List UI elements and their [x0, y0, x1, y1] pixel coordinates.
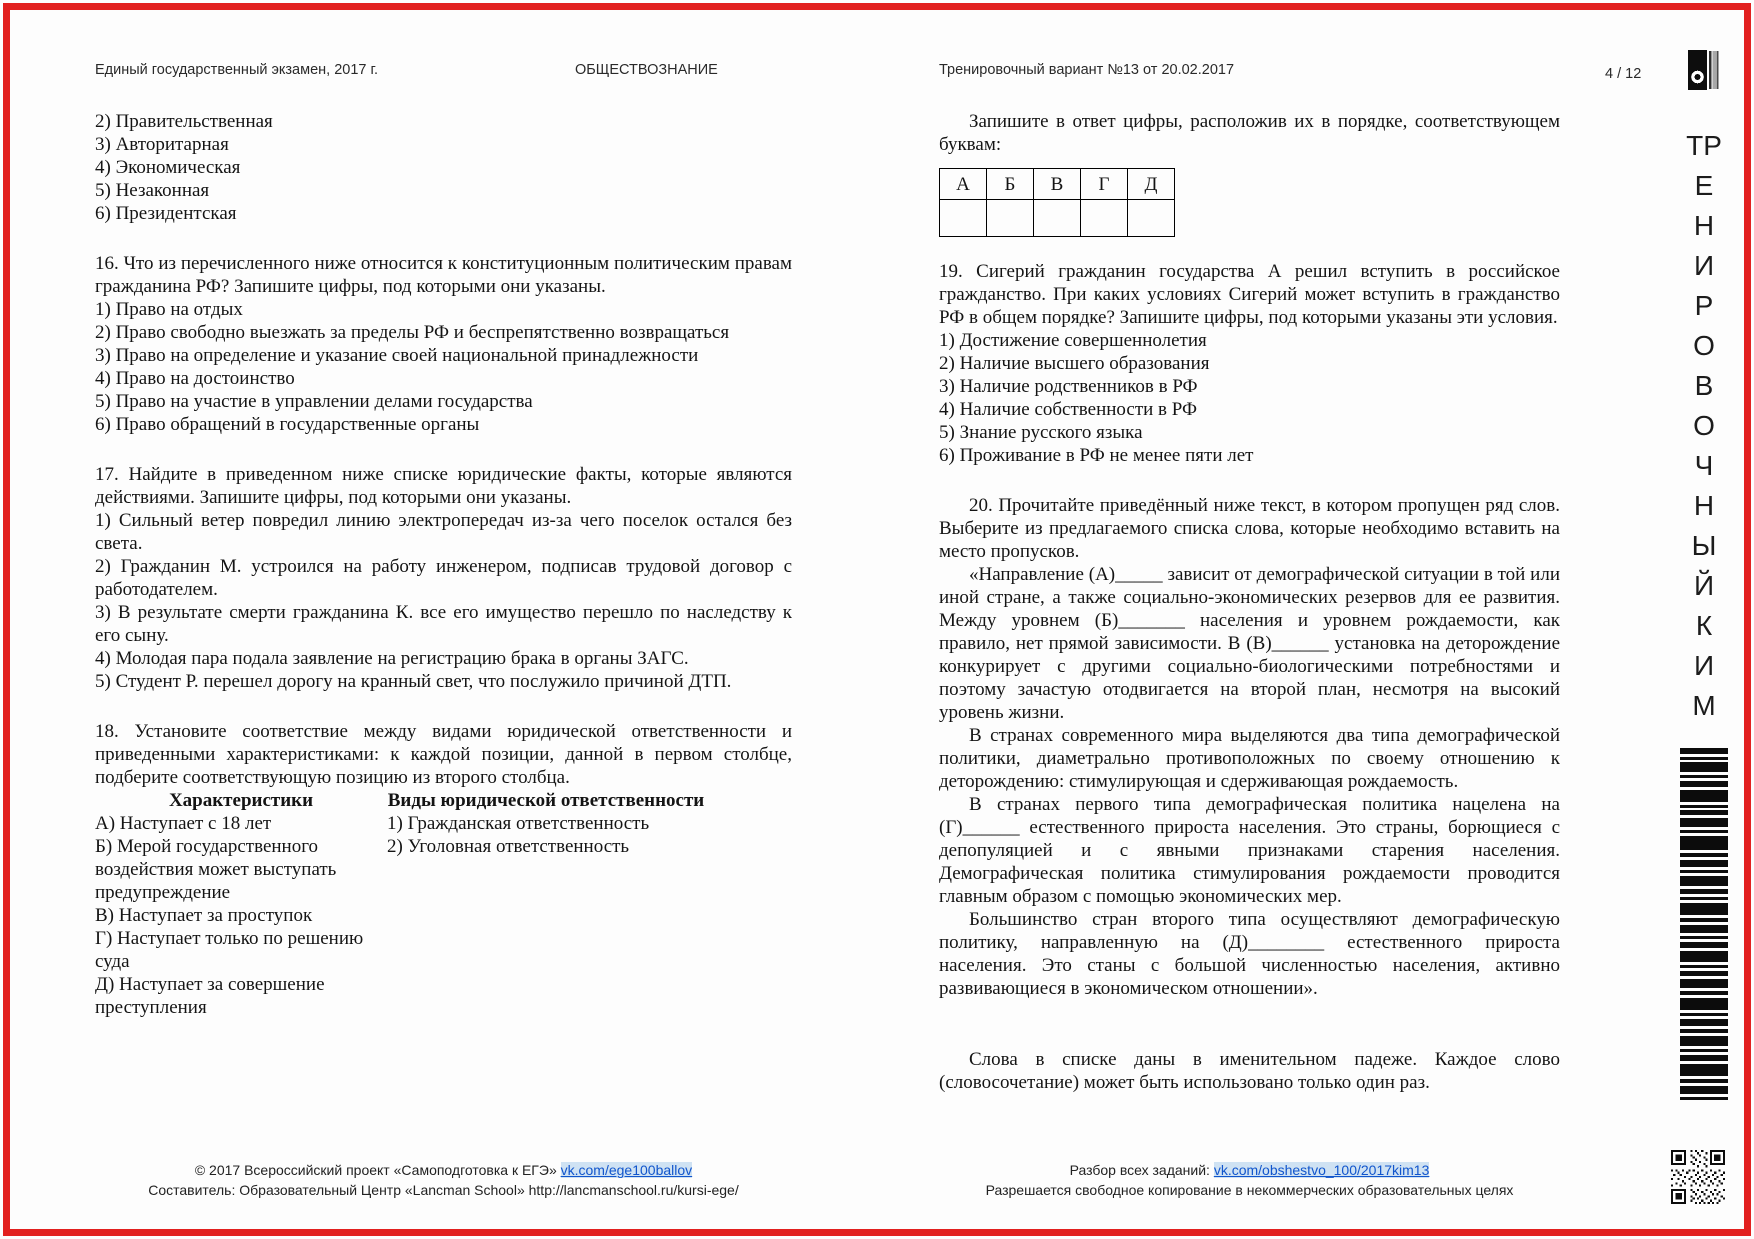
matching-col1-header: Характеристики [168, 790, 314, 811]
question-20-text: 20. Прочитайте приведённый ниже текст, в котором пропущен ряд слов. Выберите из предлагаемого списка слова, которые необходимо вставить на место пропусков. [939, 495, 1560, 562]
answer-option: 4) Экономическая [95, 157, 241, 178]
footer-copyright-text: © 2017 Всероссийский проект «Самоподготовка к ЕГЭ» [194, 1162, 561, 1178]
matching-types-column [387, 789, 705, 1019]
ege100ballov-logo-icon [1688, 50, 1719, 95]
answer-option: 4) Право на достоинство [95, 368, 295, 389]
answer-grid-header-row [940, 169, 1175, 200]
kim-letter: М [1692, 690, 1716, 721]
matching-table [95, 789, 792, 1019]
answer-grid-empty-cell [940, 200, 987, 237]
answer-option: 6) Президентская [95, 203, 237, 224]
footer-right [939, 1160, 1560, 1200]
question-20-paragraph: В странах современного мира выделяются два типа демографической политики, диаметрально противоположных по своему отношению к деторождению: стимулирующая и сдерживающая рождаемость. [939, 725, 1560, 792]
answer-option: 2) Правительственная [95, 111, 273, 132]
footer-vk-link[interactable]: vk.com/ege100ballov [560, 1162, 693, 1178]
answer-option: 4) Молодая пара подала заявление на регистрацию брака в органы ЗАГС. [95, 648, 689, 669]
matching-item: Г) Наступает только по решению суда [95, 928, 364, 972]
kim-letter: К [1695, 610, 1713, 641]
answer-option: 1) Достижение совершеннолетия [939, 330, 1207, 351]
matching-item: В) Наступает за проступок [95, 905, 313, 926]
answer-option: 5) Студент Р. перешел дорогу на кранный свет, что послужило причиной ДТП. [95, 671, 732, 692]
answer-option: 3) Авторитарная [95, 134, 229, 155]
answer-grid-empty-row [940, 200, 1175, 237]
kim-letter: И [1693, 650, 1715, 681]
question-20-note: Слова в списке даны в именительном падеже. Каждое слово (словосочетание) может быть использовано только один раз. [939, 1049, 1560, 1093]
matching-item: 1) Гражданская ответственность [387, 813, 650, 834]
question-20-paragraph: В странах первого типа демографическая политика нацелена на (Г)______ естественного прироста населения. Это страны, борющиеся с депопуляцией и с явными признаками старения населения. Демографическая политика стимулирования рождаемости проводится главным образом с помощью экономических мер. [939, 794, 1560, 907]
kim-letter: И [1693, 250, 1715, 281]
question-20-paragraph: Большинство стран второго типа осуществляют демографическую политику, направленную на (Д)________ естественного прироста населения. Это станы с большой численностью населения, активно развивающиеся в экономическом отношении». [939, 909, 1560, 999]
matching-item: А) Наступает с 18 лет [95, 813, 272, 834]
answer-grid-table [939, 168, 1175, 237]
footer-right-line1 [939, 1160, 1560, 1180]
answer-option: 1) Право на отдых [95, 299, 243, 320]
answer-option: 6) Право обращений в государственные органы [95, 414, 480, 435]
kim-letter: ТР [1686, 130, 1722, 161]
matching-col2-header: Виды юридической ответственности [387, 790, 705, 811]
answer-grid-header-cell: Б [987, 169, 1034, 200]
footer-review-link[interactable]: vk.com/obshestvo_100/2017kim13 [1213, 1162, 1430, 1178]
answer-option: 3) Наличие родственников в РФ [939, 376, 1198, 397]
matching-item: 2) Уголовная ответственность [387, 836, 630, 857]
answer-grid-header-cell: В [1034, 169, 1081, 200]
answer-grid-empty-cell [1081, 200, 1128, 237]
answer-prompt: Запишите в ответ цифры, расположив их в порядке, соответствующем буквам: [939, 111, 1560, 155]
kim-letter: Й [1693, 570, 1715, 601]
question-17-text: 17. Найдите в приведенном ниже списке юридические факты, которые являются действиями. Запишите цифры, под которыми они указаны. [95, 464, 792, 508]
footer-left-line1 [95, 1160, 792, 1180]
header-exam-title: Единый государственный экзамен, 2017 г. [95, 62, 379, 78]
header-variant: Тренировочный вариант №13 от 20.02.2017 [939, 62, 1235, 78]
answer-grid-header-cell: Д [1128, 169, 1175, 200]
left-column [95, 110, 792, 1019]
answer-grid-empty-cell [1034, 200, 1081, 237]
answer-option: 3) В результате смерти гражданина К. все его имущество перешло по наследству к его сыну. [95, 602, 792, 646]
answer-option: 5) Право на участие в управлении делами государства [95, 391, 533, 412]
answer-option: 1) Сильный ветер повредил линию электропередач из-за чего поселок остался без света. [95, 510, 792, 554]
qr-code [1671, 1150, 1725, 1209]
kim-letter: О [1693, 410, 1715, 441]
answer-option: 2) Гражданин М. устроился на работу инженером, подписав трудовой договор с работодателем. [95, 556, 792, 600]
right-column [939, 110, 1560, 1094]
footer-right-line2: Разрешается свободное копирование в некоммерческих образовательных целях [985, 1182, 1514, 1198]
answer-option: 5) Незаконная [95, 180, 210, 201]
question-16-text: 16. Что из перечисленного ниже относится к конституционным политическим правам гражданина РФ? Запишите цифры, под которыми они указаны. [95, 253, 792, 297]
vertical-kim-label [1679, 126, 1729, 726]
answer-grid-empty-cell [987, 200, 1034, 237]
answer-option: 3) Право на определение и указание своей национальной принадлежности [95, 345, 699, 366]
matching-characteristics-column [95, 789, 387, 1019]
question-20-paragraph: «Направление (А)_____ зависит от демографической ситуации в той или иной стране, а также социально-экономических резервов для ее развития. Между уровнем (Б)_______ населения и уровнем рождаемости, как правило, нет прямой зависимости. В (В)______ установка на деторождение конкурирует с другими социально-биологическими потребностями и поэтому зачастую отодвигается на второй план, несмотря на высокий уровень жизни. [939, 564, 1560, 723]
kim-letter: Ч [1694, 450, 1714, 481]
answer-option: 5) Знание русского языка [939, 422, 1143, 443]
matching-item: Д) Наступает за совершение преступления [95, 974, 325, 1018]
kim-letter: В [1694, 370, 1714, 401]
kim-letter: О [1693, 330, 1715, 361]
answer-grid-header-cell: А [940, 169, 987, 200]
kim-letter: Р [1694, 290, 1714, 321]
answer-grid-header-cell: Г [1081, 169, 1128, 200]
question-19-text: 19. Сигерий гражданин государства А решил вступить в российское гражданство. При каких условиях Сигерий может вступить в гражданство РФ в общем порядке? Запишите цифры, под которыми указаны эти условия. [939, 261, 1560, 328]
answer-option: 2) Наличие высшего образования [939, 353, 1210, 374]
footer-left-line2: Составитель: Образовательный Центр «Lancman School» http://lancmanschool.ru/kursi-ege/ [148, 1182, 739, 1198]
answer-grid-empty-cell [1128, 200, 1175, 237]
matching-item: Б) Мерой государственного воздействия может выступать предупреждение [95, 836, 337, 903]
barcode [1680, 748, 1728, 1105]
footer-left [95, 1160, 792, 1200]
footer-review-text: Разбор всех заданий: [1069, 1162, 1214, 1178]
kim-letter: Е [1694, 170, 1714, 201]
page-number: 4 / 12 [1605, 66, 1642, 82]
kim-letter: Н [1693, 490, 1715, 521]
question-18-text: 18. Установите соответствие между видами юридической ответственности и приведенными характеристиками: к каждой позиции, данной в первом столбце, подберите соответствующую позицию из второго столбца. [95, 721, 792, 788]
answer-option: 2) Право свободно выезжать за пределы РФ и беспрепятственно возвращаться [95, 322, 730, 343]
answer-option: 4) Наличие собственности в РФ [939, 399, 1198, 420]
answer-option: 6) Проживание в РФ не менее пяти лет [939, 445, 1254, 466]
kim-letter: Ы [1691, 530, 1717, 561]
header-subject: ОБЩЕСТВОЗНАНИЕ [575, 62, 718, 78]
kim-letter: Н [1693, 210, 1715, 241]
